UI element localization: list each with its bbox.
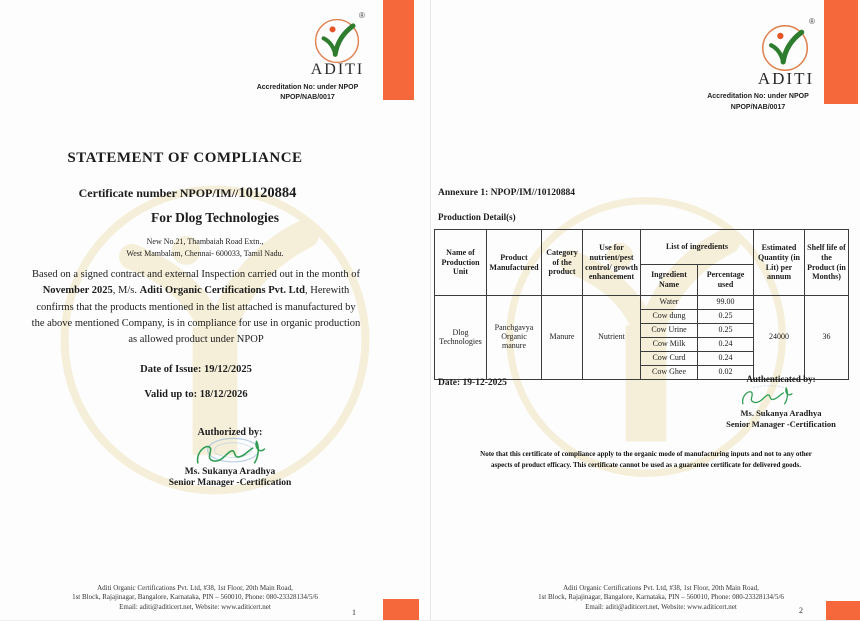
registered-trademark-symbol: ®	[359, 11, 365, 20]
signatory-name: Ms. Sukanya Aradhya	[184, 467, 276, 477]
page-number: 1	[352, 608, 356, 617]
authenticated-by-label: Authenticated by:	[746, 374, 816, 384]
holder-address	[40, 236, 370, 260]
orange-corner-mark-bottom-right-page	[826, 601, 860, 620]
statement-title: STATEMENT OF COMPLIANCE	[67, 150, 303, 166]
certificate-number-prefix: Certificate number NPOP/IM//	[78, 186, 239, 200]
certificate-number-line	[15, 185, 360, 202]
date-of-issue: Date of Issue: 19/12/2025	[140, 364, 252, 375]
header-percentage-used: Percentage used	[698, 265, 754, 296]
footer-line-2: 1st Block, Rajajinagar, Bangalore, Karnataka, PIN – 560010, Phone: 080-23328134/5/6	[538, 593, 784, 602]
page-number: 2	[799, 606, 803, 615]
cell-ingredient-name: Cow Ghee	[641, 366, 698, 380]
header-estimated-quantity: Estimated Quantity (in Lit) per annum	[754, 230, 805, 296]
body-segment: , Herewith confirms that the products mentioned in the list attached is manufactured by the above mentioned Company, is in compliance for use in organic production as allowed product under NPOP	[31, 285, 361, 346]
footer-line-1: Aditi Organic Certifications Pvt. Ltd, #38, 1st Floor, 20th Main Road,	[97, 584, 293, 592]
cell-shelf-life: 36	[805, 296, 849, 380]
cell-ingredient-percentage: 0.25	[698, 324, 754, 338]
signatory-title: Senior Manager -Certification	[726, 419, 836, 429]
cell-ingredient-percentage: 99.00	[698, 296, 754, 310]
brand-name: ADITI	[757, 69, 815, 88]
cell-ingredient-name: Cow Urine	[641, 324, 698, 338]
cell-ingredient-name: Cow dung	[641, 310, 698, 324]
header-shelf-life: Shelf life of the Product (in Months)	[805, 230, 849, 296]
header-ingredient-name: Ingredient Name	[641, 265, 698, 296]
orange-corner-mark-top-right-page	[824, 0, 858, 104]
orange-corner-mark-top-left-page	[383, 0, 414, 100]
cell-ingredient-percentage: 0.24	[698, 352, 754, 366]
brand-name: ADITI	[310, 61, 365, 78]
orange-corner-mark-bottom-left-page	[383, 599, 419, 620]
page-2	[430, 0, 860, 620]
cell-ingredient-percentage: 0.25	[698, 310, 754, 324]
certificate-number-value: 10120884	[238, 185, 297, 201]
cell-ingredient-percentage: 0.02	[698, 366, 754, 380]
accreditation-number: NPOP/NAB/0017	[730, 104, 786, 111]
certificate-holder: For Dlog Technologies	[150, 210, 279, 225]
production-details-heading: Production Detail(s)	[438, 212, 516, 222]
cell-ingredient-name: Cow Curd	[641, 352, 698, 366]
annexure-date: Date: 19-12-2025	[438, 378, 507, 388]
aditi-logo-icon	[312, 16, 362, 66]
page-footer	[466, 584, 856, 612]
page-1	[0, 0, 430, 620]
footer-line-3: Email: aditi@aditicert.net, Website: www.aditicert.net	[119, 602, 271, 611]
header-list-of-ingredients: List of ingredients	[641, 230, 754, 265]
cell-use: Nutrient	[583, 296, 641, 380]
header-product-manufactured: Product Manufactured	[487, 230, 542, 296]
footer-line-2: 1st Block, Rajajinagar, Bangalore, Karnataka, PIN – 560010, Phone: 080-23328134/5/6	[72, 593, 318, 602]
header-production-unit: Name of Production Unit	[435, 230, 487, 296]
body-segment: , M/s.	[112, 285, 140, 297]
accreditation-line: Accreditation No: under NPOP	[256, 84, 359, 91]
note-line-1: Note that this certificate of compliance apply to the organic mode of manufacturing inputs and not to any other	[480, 450, 812, 458]
accreditation-line: Accreditation No: under NPOP	[707, 93, 809, 100]
body-segment: Based on a signed contract and external Inspection carried out in the month of	[31, 269, 361, 280]
signatory-name: Ms. Sukanya Aradhya	[740, 408, 822, 418]
footer-line-3: Email: aditi@aditicert.net, Website: www.aditicert.net	[585, 602, 737, 611]
address-line-1: New No.21, Thambaiah Road Extn.,	[146, 237, 264, 246]
disclaimer-note	[443, 449, 849, 471]
note-line-2: aspects of product efficacy. This certificate cannot be used as a guarantee certificate for delivered goods.	[491, 461, 801, 470]
cell-product-manufactured: Panchgavya Organic manure	[487, 296, 542, 380]
page-footer	[20, 584, 370, 612]
cell-category: Manure	[542, 296, 583, 380]
registered-trademark-symbol: ®	[809, 17, 815, 26]
header-category: Category of the product	[542, 230, 583, 296]
production-details-table	[434, 229, 849, 380]
valid-up-to: Valid up to: 18/12/2026	[144, 389, 248, 400]
cell-estimated-quantity: 24000	[754, 296, 805, 380]
cell-production-unit: Dlog Technologies	[435, 296, 487, 380]
compliance-statement-body	[30, 267, 362, 348]
footer-line-1: Aditi Organic Certifications Pvt. Ltd, #38, 1st Floor, 20th Main Road,	[563, 584, 759, 592]
annexure-title: Annexure 1: NPOP/IM//10120884	[438, 188, 576, 198]
cell-ingredient-name: Cow Milk	[641, 338, 698, 352]
signatory-title: Senior Manager -Certification	[168, 478, 292, 488]
body-segment-bold: Aditi Organic Certifications Pvt. Ltd	[139, 285, 305, 297]
cell-ingredient-name: Water	[641, 296, 698, 310]
body-segment-bold: November 2025	[42, 285, 113, 297]
authorized-by-label: Authorized by:	[197, 427, 263, 438]
table-row	[435, 296, 849, 310]
header-use: Use for nutrient/pest control/ growth enhancement	[583, 230, 641, 296]
cell-ingredient-percentage: 0.24	[698, 338, 754, 352]
accreditation-number: NPOP/NAB/0017	[280, 94, 335, 101]
address-line-2: West Mambalam, Chennai- 600033, Tamil Nadu.	[126, 249, 284, 258]
aditi-logo-icon	[759, 22, 811, 74]
